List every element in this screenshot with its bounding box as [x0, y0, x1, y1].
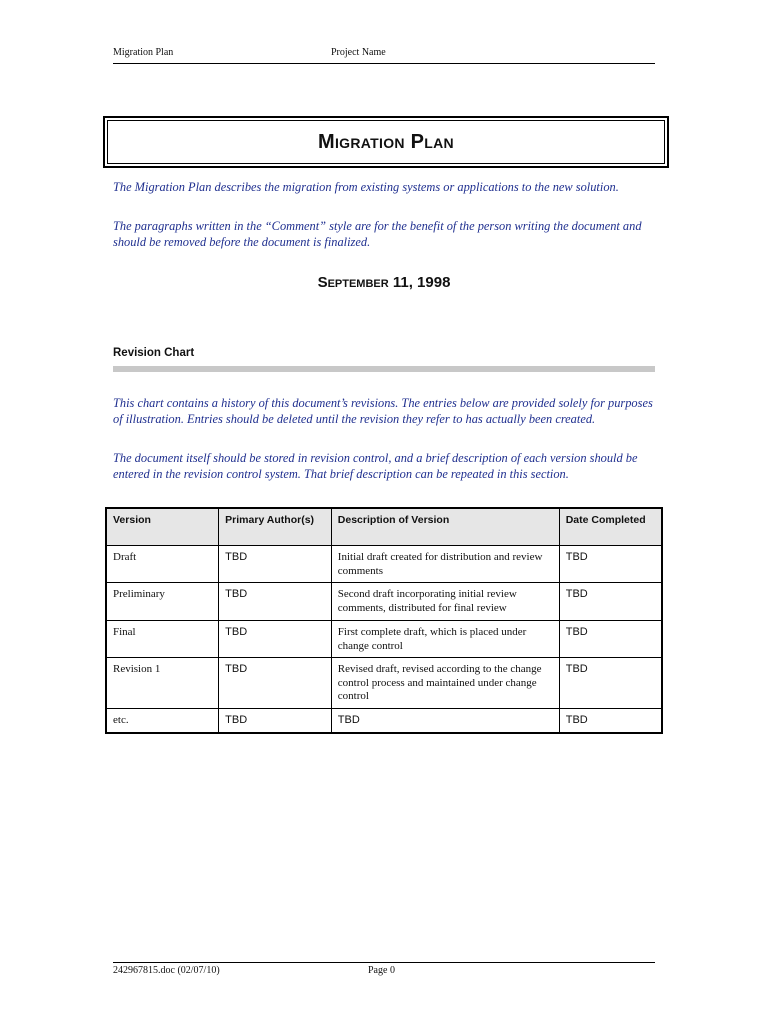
cell-author: TBD — [219, 621, 332, 658]
cell-author: TBD — [219, 658, 332, 709]
cell-date: TBD — [559, 583, 662, 621]
cell-version: Revision 1 — [106, 658, 219, 709]
section-divider — [113, 366, 655, 372]
header-project-name: Project Name — [331, 47, 386, 58]
cell-date: TBD — [559, 621, 662, 658]
revision-comment-1: This chart contains a history of this document’s revisions. The entries below are provided solely for purposes of illustration. Entries should be deleted until the revision they refer to has actually been created. — [113, 396, 653, 426]
table-row — [106, 658, 662, 709]
page-title: Migration Plan — [107, 120, 665, 164]
column-header-author: Primary Author(s) — [219, 508, 332, 546]
revision-comment-2: The document itself should be stored in revision control, and a brief description of each version should be entered in the revision control system. That brief description can be repeated in this section. — [113, 451, 638, 481]
table-row — [106, 709, 662, 733]
cell-description: First complete draft, which is placed under change control — [331, 621, 559, 658]
cell-version: etc. — [106, 709, 219, 733]
table-header-row — [106, 508, 662, 546]
table-row — [106, 546, 662, 583]
page-footer — [113, 962, 655, 976]
cell-date: TBD — [559, 709, 662, 733]
table-row — [106, 621, 662, 658]
cell-description: Second draft incorporating initial review comments, distributed for final review — [331, 583, 559, 621]
document-date: September 11, 1998 — [317, 274, 451, 291]
cell-description: TBD — [331, 709, 559, 733]
cell-description: Initial draft created for distribution and review comments — [331, 546, 559, 583]
cell-author: TBD — [219, 583, 332, 621]
column-header-date: Date Completed — [559, 508, 662, 546]
cell-author: TBD — [219, 709, 332, 733]
title-box — [103, 116, 669, 168]
footer-filename: 242967815.doc (02/07/10) — [113, 965, 220, 976]
cell-date: TBD — [559, 658, 662, 709]
cell-version: Final — [106, 621, 219, 658]
footer-page-number: Page 0 — [368, 965, 395, 976]
revision-table — [105, 507, 663, 734]
cell-date: TBD — [559, 546, 662, 583]
page-header — [113, 47, 655, 64]
revision-chart-heading: Revision Chart — [113, 347, 195, 359]
cell-version: Draft — [106, 546, 219, 583]
intro-comment-2: The paragraphs written in the “Comment” style are for the benefit of the person writing the document and should be removed before the document is finalized. — [113, 219, 642, 249]
intro-comment-1: The Migration Plan describes the migration from existing systems or applications to the new solution. — [113, 180, 619, 194]
cell-description: Revised draft, revised according to the change control process and maintained under change control — [331, 658, 559, 709]
header-doc-title: Migration Plan — [113, 47, 174, 58]
column-header-version: Version — [106, 508, 219, 546]
cell-version: Preliminary — [106, 583, 219, 621]
cell-author: TBD — [219, 546, 332, 583]
column-header-description: Description of Version — [331, 508, 559, 546]
table-row — [106, 583, 662, 621]
